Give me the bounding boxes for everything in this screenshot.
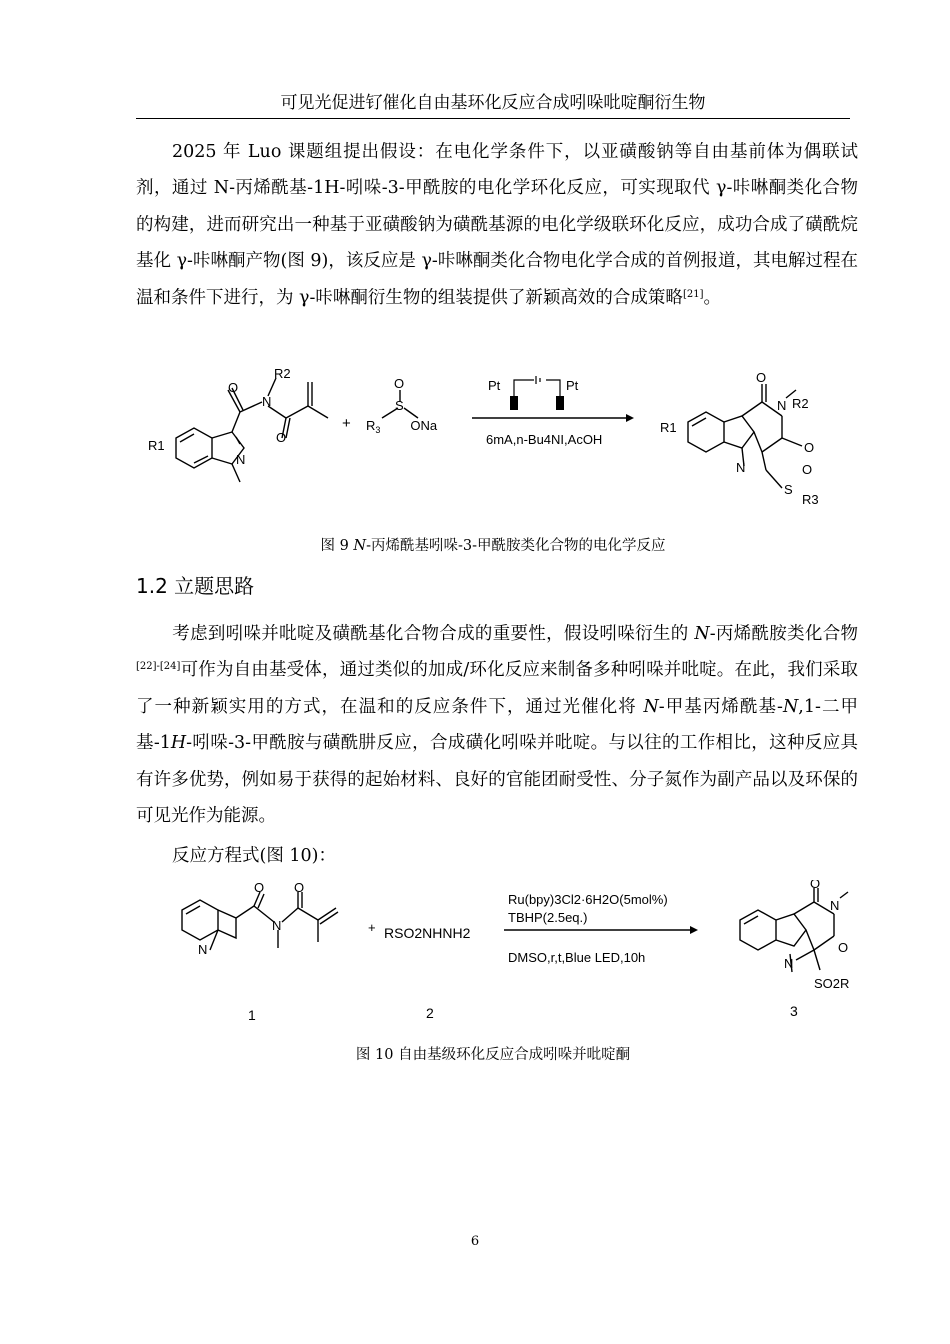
- catalyst-condition: Ru(bpy)3Cl2·6H2O(5mol%): [508, 892, 668, 907]
- svg-text:N: N: [784, 956, 794, 971]
- paragraph-research-idea: 考虑到吲哚并吡啶及磺酰基化合物合成的重要性，假设吲哚衍生的 N-丙烯酰胺类化合物[22]-[24]可作为自由基受体，通过类似的加成/环化反应来制备多种吲哚并吡啶。在此，我们采取了一种新颖实用的方式，在温和的反应条件下，通过光催化将 N-甲基丙烯酰基-N,1-二甲基-1H-吲哚-3-甲酰胺与磺酰肼反应，合成磺化吲哚并吡啶。与以往的工作相比，这种反应具有许多优势，例如易于获得的起始材料、良好的官能团耐受性、分子氮作为副产品以及环保的可见光作为能源。: [136, 624, 859, 827]
- compound-label-3: 3: [790, 1003, 798, 1019]
- r2-label: R2: [274, 366, 291, 381]
- r1-label: R1: [148, 438, 165, 453]
- svg-text:Pt: Pt: [566, 378, 579, 393]
- sulfonyl-hydrazide: RSO2NHNH2: [384, 925, 471, 941]
- amide-n: N: [262, 394, 272, 409]
- svg-text:O: O: [802, 462, 813, 477]
- svg-text:S: S: [395, 398, 404, 413]
- compound-label-2: 2: [426, 1005, 434, 1021]
- svg-text:N: N: [272, 918, 282, 933]
- page-number: 6: [470, 1234, 480, 1249]
- svg-text:N: N: [736, 460, 746, 475]
- r1-product-label: R1: [660, 420, 677, 435]
- so2r-group: SO2R: [814, 976, 850, 991]
- oxidant-condition: TBHP(2.5eq.): [508, 910, 588, 925]
- citation-ref: [21]: [682, 288, 704, 300]
- svg-text:N: N: [830, 898, 840, 913]
- running-header: 可见光促进钌催化自由基环化反应合成吲哚吡啶酮衍生物: [280, 93, 706, 113]
- figure10-reaction-scheme: [136, 880, 850, 1030]
- svg-text:S: S: [784, 482, 793, 497]
- figure9-reaction-scheme: [136, 360, 850, 520]
- svg-text:+: +: [368, 920, 376, 935]
- electrolysis-cell: [472, 376, 634, 447]
- citation-ref: [22]-[24]: [136, 661, 181, 673]
- plus-sign: +: [342, 415, 351, 432]
- compound-label-1: 1: [248, 1007, 256, 1023]
- sulfinate-label: $R_3$ ONa: [366, 418, 438, 435]
- header-divider: [136, 118, 850, 119]
- svg-text:O: O: [810, 880, 821, 891]
- r2-product-label: R2: [792, 396, 809, 411]
- paragraph-luo-electrochemistry: 2025 年 Luo 课题组提出假设：在电化学条件下，以亚磺酸钠等自由基前体为偶联试剂，通过 N-丙烯酰基-1H-吲哚-3-甲酰胺的电化学环化反应，可实现取代 γ-咔啉酮类化合物的构建，进而研究出一种基于亚磺酸钠为磺酰基源的电化学级联环化反应，成功合成了磺酰烷基化 γ-咔啉酮产物(图 9)，该反应是 γ-咔啉酮类化合物电化学合成的首例报道，其电解过程在温和条件下进行，为 γ-咔啉酮衍生物的组装提供了新颖高效的合成策略[21]。: [136, 142, 858, 308]
- svg-text:O: O: [756, 370, 767, 385]
- svg-text:O: O: [838, 940, 849, 955]
- figure10-caption: 图 10 自由基级环化反应合成吲哚并吡啶酮: [355, 1047, 631, 1063]
- svg-text:N: N: [198, 942, 208, 957]
- reaction-conditions: 6mA,n-Bu4NI,AcOH: [486, 432, 603, 447]
- figure9-caption: 图 9 N-丙烯酰基吲哚-3-甲酰胺类化合物的电化学反应: [320, 538, 666, 554]
- reactant-indole-acrylamide: [176, 378, 328, 482]
- svg-text:O: O: [294, 880, 305, 895]
- svg-text:O: O: [804, 440, 815, 455]
- svg-text:O: O: [254, 880, 265, 895]
- svg-text:Pt: Pt: [488, 378, 501, 393]
- indole-n: N: [236, 452, 246, 467]
- svg-text:O: O: [394, 376, 405, 391]
- paragraph-equation-intro: 反应方程式(图 10)：: [172, 846, 336, 866]
- section-heading: 1.2 立题思路: [136, 574, 255, 598]
- svg-text:N: N: [777, 398, 787, 413]
- carbonyl-o-2: O: [276, 430, 287, 445]
- r3-product-label: R3: [802, 492, 819, 507]
- paragraph-text: 2025 年 Luo 课题组提出假设：在电化学条件下，以亚磺酸钠等自由基前体为偶联试剂，通过 N-丙烯酰基-1H-吲哚-3-甲酰胺的电化学环化反应，可实现取代 γ-咔啉酮类化合物的构建，进而研究出一种基于亚磺酸钠为磺酰基源的电化学级联环化反应，成功合成了磺酰烷基化 γ-咔啉酮产物(图 9)，该反应是 γ-咔啉酮类化合物电化学合成的首例报道，其电解过程在温和条件下进行，为 γ-咔啉酮衍生物的组装提供了新颖高效的合成策略: [136, 142, 858, 308]
- solvent-light-condition: DMSO,r,t,Blue LED,10h: [508, 950, 646, 965]
- carbonyl-o: O: [228, 380, 239, 395]
